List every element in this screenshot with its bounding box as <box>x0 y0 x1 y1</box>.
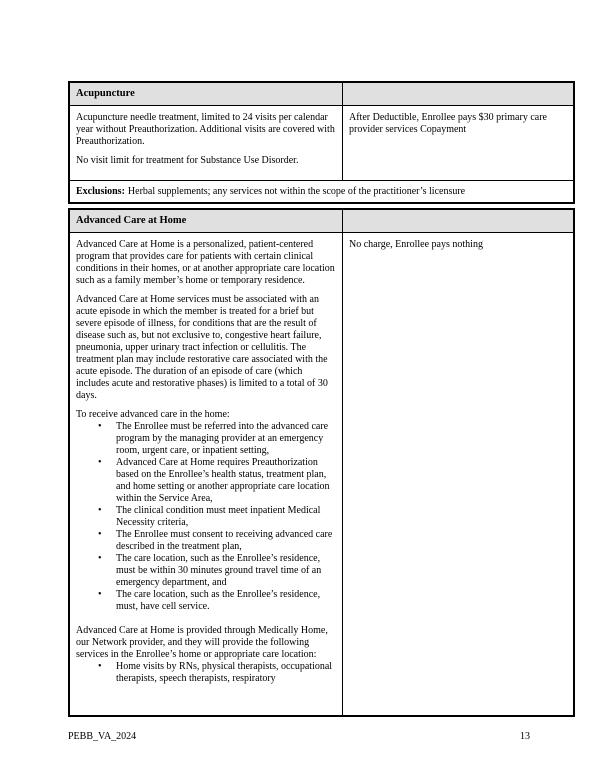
bullet-item: • The care location, such as the Enrollee’s residence, must, have cell service. <box>76 589 336 613</box>
benefit-title-spacer <box>343 82 575 106</box>
benefit-title-spacer <box>343 209 575 233</box>
benefit-title: Acupuncture <box>69 82 343 106</box>
benefit-table-advanced-care <box>68 208 575 717</box>
cost-share-text: No charge, Enrollee pays nothing <box>349 239 483 250</box>
bullet-list <box>76 421 336 613</box>
bullet-item: • The Enrollee must be referred into the advanced care program by the managing provider at an emergency room, urgent care, or inpatient setting, <box>76 421 336 457</box>
cost-share-text: After Deductible, Enrollee pays $30 primary care provider services Copayment <box>349 112 547 135</box>
footer-page-number: 13 <box>520 731 530 742</box>
cost-share-cell <box>343 233 575 717</box>
footer-doc-id: PEBB_VA_2024 <box>68 731 137 742</box>
benefit-title: Advanced Care at Home <box>69 209 343 233</box>
benefit-description-clip <box>76 239 336 709</box>
benefit-description-cell <box>69 233 343 717</box>
paragraph: Advanced Care at Home is a personalized, patient-centered program that provides care for patients with certain clinical conditions in their homes, or at another appropriate care location such as a family member’s home or temporary residence. <box>76 239 335 286</box>
paragraph: Acupuncture needle treatment, limited to 24 visits per calendar year without Preauthorization. Additional visits are covered with Preauthorization. <box>76 112 335 147</box>
paragraph: Advanced Care at Home services must be associated with an acute episode in which the member is treated for a brief but severe episode of illness, for conditions that are the result of disease such as, but not exclusive to, congestive heart failure, pneumonia, upper urinary tract infection or cellulitis. The treatment plan may include restorative care associated with the acute episode. The duration of an episode of care (which includes acute and restorative phases) is limited to a total of 30 days. <box>76 294 328 401</box>
bullet-item: • The clinical condition must meet inpatient Medical Necessity criteria, <box>76 505 336 529</box>
benefit-table-acupuncture <box>68 81 575 204</box>
benefit-description-text <box>76 239 336 685</box>
page-footer <box>68 731 530 743</box>
table-body-row <box>69 106 574 181</box>
cost-share-cell <box>343 106 575 181</box>
exclusions-row <box>69 181 574 204</box>
paragraph: Advanced Care at Home is provided through Medically Home, our Network provider, and they will provide the following services in the Enrollee’s home or appropriate care location: <box>76 625 328 660</box>
paragraph: To receive advanced care in the home: <box>76 409 230 420</box>
bullet-item: • The Enrollee must consent to receiving advanced care described in the treatment plan, <box>76 529 336 553</box>
table-header-row <box>69 82 574 106</box>
bullet-item: • Advanced Care at Home requires Preauthorization based on the Enrollee’s health status, treatment plan, and home setting or another appropriate care location within the Service Area, <box>76 457 336 505</box>
bullet-item: • Home visits by RNs, physical therapists, occupational therapists, speech therapists, respiratory <box>76 661 336 685</box>
table-header-row <box>69 209 574 233</box>
bullet-list <box>76 661 336 685</box>
benefit-description-text <box>76 112 336 167</box>
paragraph: No visit limit for treatment for Substance Use Disorder. <box>76 155 299 166</box>
benefit-description-cell <box>69 106 343 181</box>
bullet-item: • The care location, such as the Enrollee’s residence, must be within 30 minutes ground travel time of an emergency department, and <box>76 553 336 589</box>
exclusions-cell <box>69 181 574 204</box>
exclusions-text: Herbal supplements; any services not within the scope of the practitioner’s licensure <box>127 186 466 197</box>
exclusions-label: Exclusions: <box>76 186 125 197</box>
table-body-row <box>69 233 574 717</box>
